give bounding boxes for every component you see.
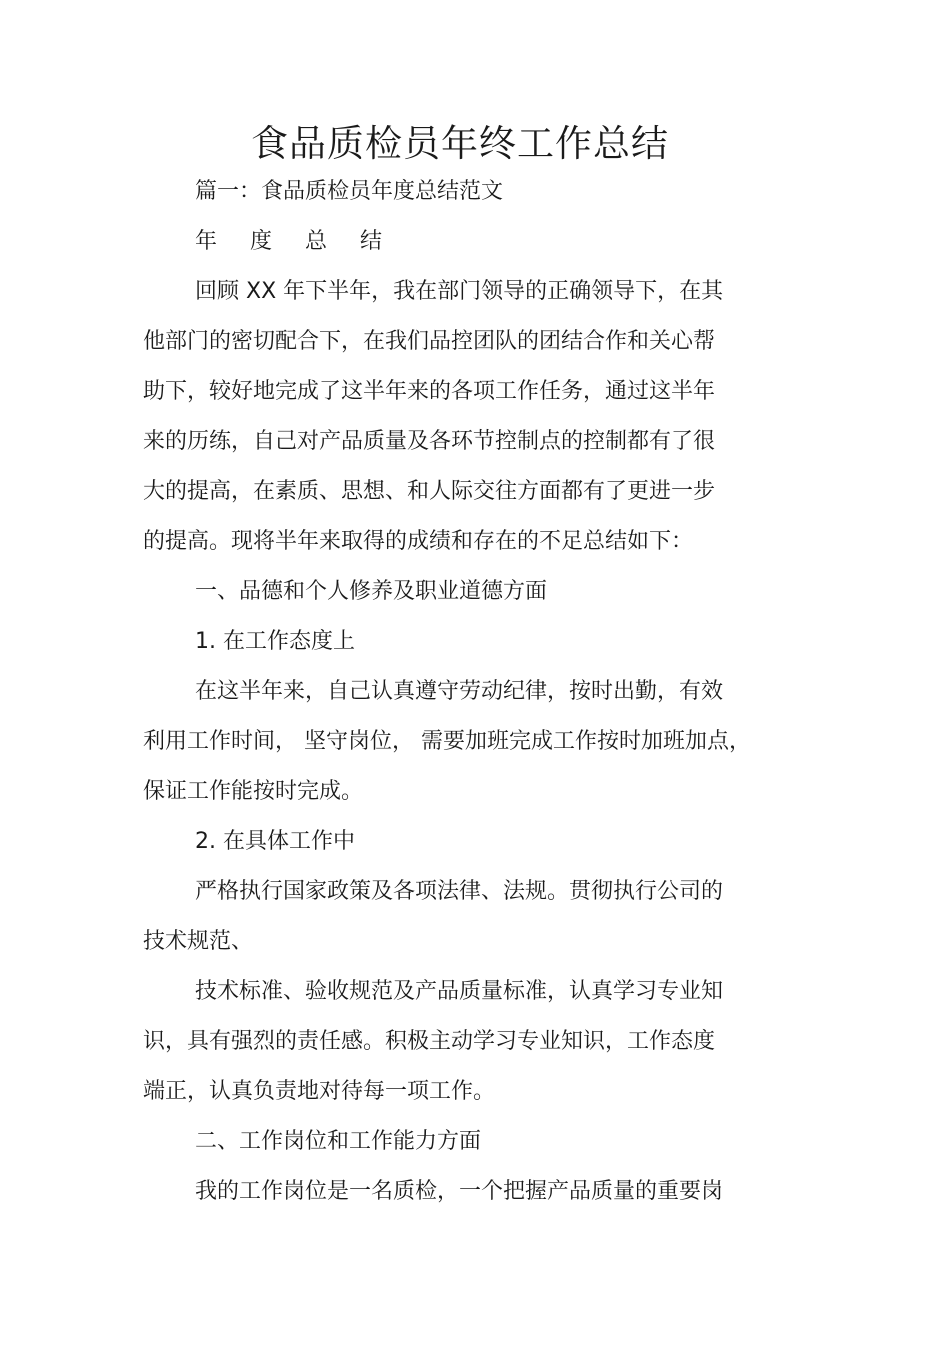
paragraph-line: 在这半年来，自己认真遵守劳动纪律，按时出勤，有效 xyxy=(195,679,724,704)
paragraph-line: 识，具有强烈的责任感。积极主动学习专业知识，工作态度 xyxy=(143,1029,716,1054)
section-heading: 二、工作岗位和工作能力方面 xyxy=(195,1129,482,1154)
paragraph-line: 端正，认真负责地对待每一项工作。 xyxy=(143,1079,496,1104)
paragraph-line: 回顾 XX 年下半年，我在部门领导的正确领导下，在其 xyxy=(195,279,724,304)
subsection-heading: 2. 在具体工作中 xyxy=(195,829,355,854)
subheading: 年 度 总 结 xyxy=(195,229,395,254)
paragraph-line: 他部门的密切配合下，在我们品控团队的团结合作和关心帮 xyxy=(143,329,716,354)
paragraph-line: 严格执行国家政策及各项法律、法规。贯彻执行公司的 xyxy=(195,879,724,904)
paragraph-line: 保证工作能按时完成。 xyxy=(143,779,364,804)
paragraph-line: 助下，较好地完成了这半年来的各项工作任务，通过这半年 xyxy=(143,379,716,404)
paragraph-line: 的提高。现将半年来取得的成绩和存在的不足总结如下： xyxy=(143,529,694,554)
paragraph-line: 来的历练，自己对产品质量及各环节控制点的控制都有了很 xyxy=(143,429,716,454)
paragraph-line: 技术标准、验收规范及产品质量标准，认真学习专业知 xyxy=(195,979,724,1004)
document-title: 食品质检员年终工作总结 xyxy=(251,122,669,165)
subsection-heading: 1. 在工作态度上 xyxy=(195,629,355,654)
paragraph-line: 我的工作岗位是一名质检，一个把握产品质量的重要岗 xyxy=(195,1179,724,1204)
paragraph-line: 大的提高，在素质、思想、和人际交往方面都有了更进一步 xyxy=(143,479,716,504)
section-heading: 一、品德和个人修养及职业道德方面 xyxy=(195,579,548,604)
section-heading: 篇一：食品质检员年度总结范文 xyxy=(195,179,504,204)
paragraph-line: 利用工作时间， 坚守岗位， 需要加班完成工作按时加班加点， xyxy=(143,729,751,754)
paragraph-line: 技术规范、 xyxy=(143,929,254,954)
